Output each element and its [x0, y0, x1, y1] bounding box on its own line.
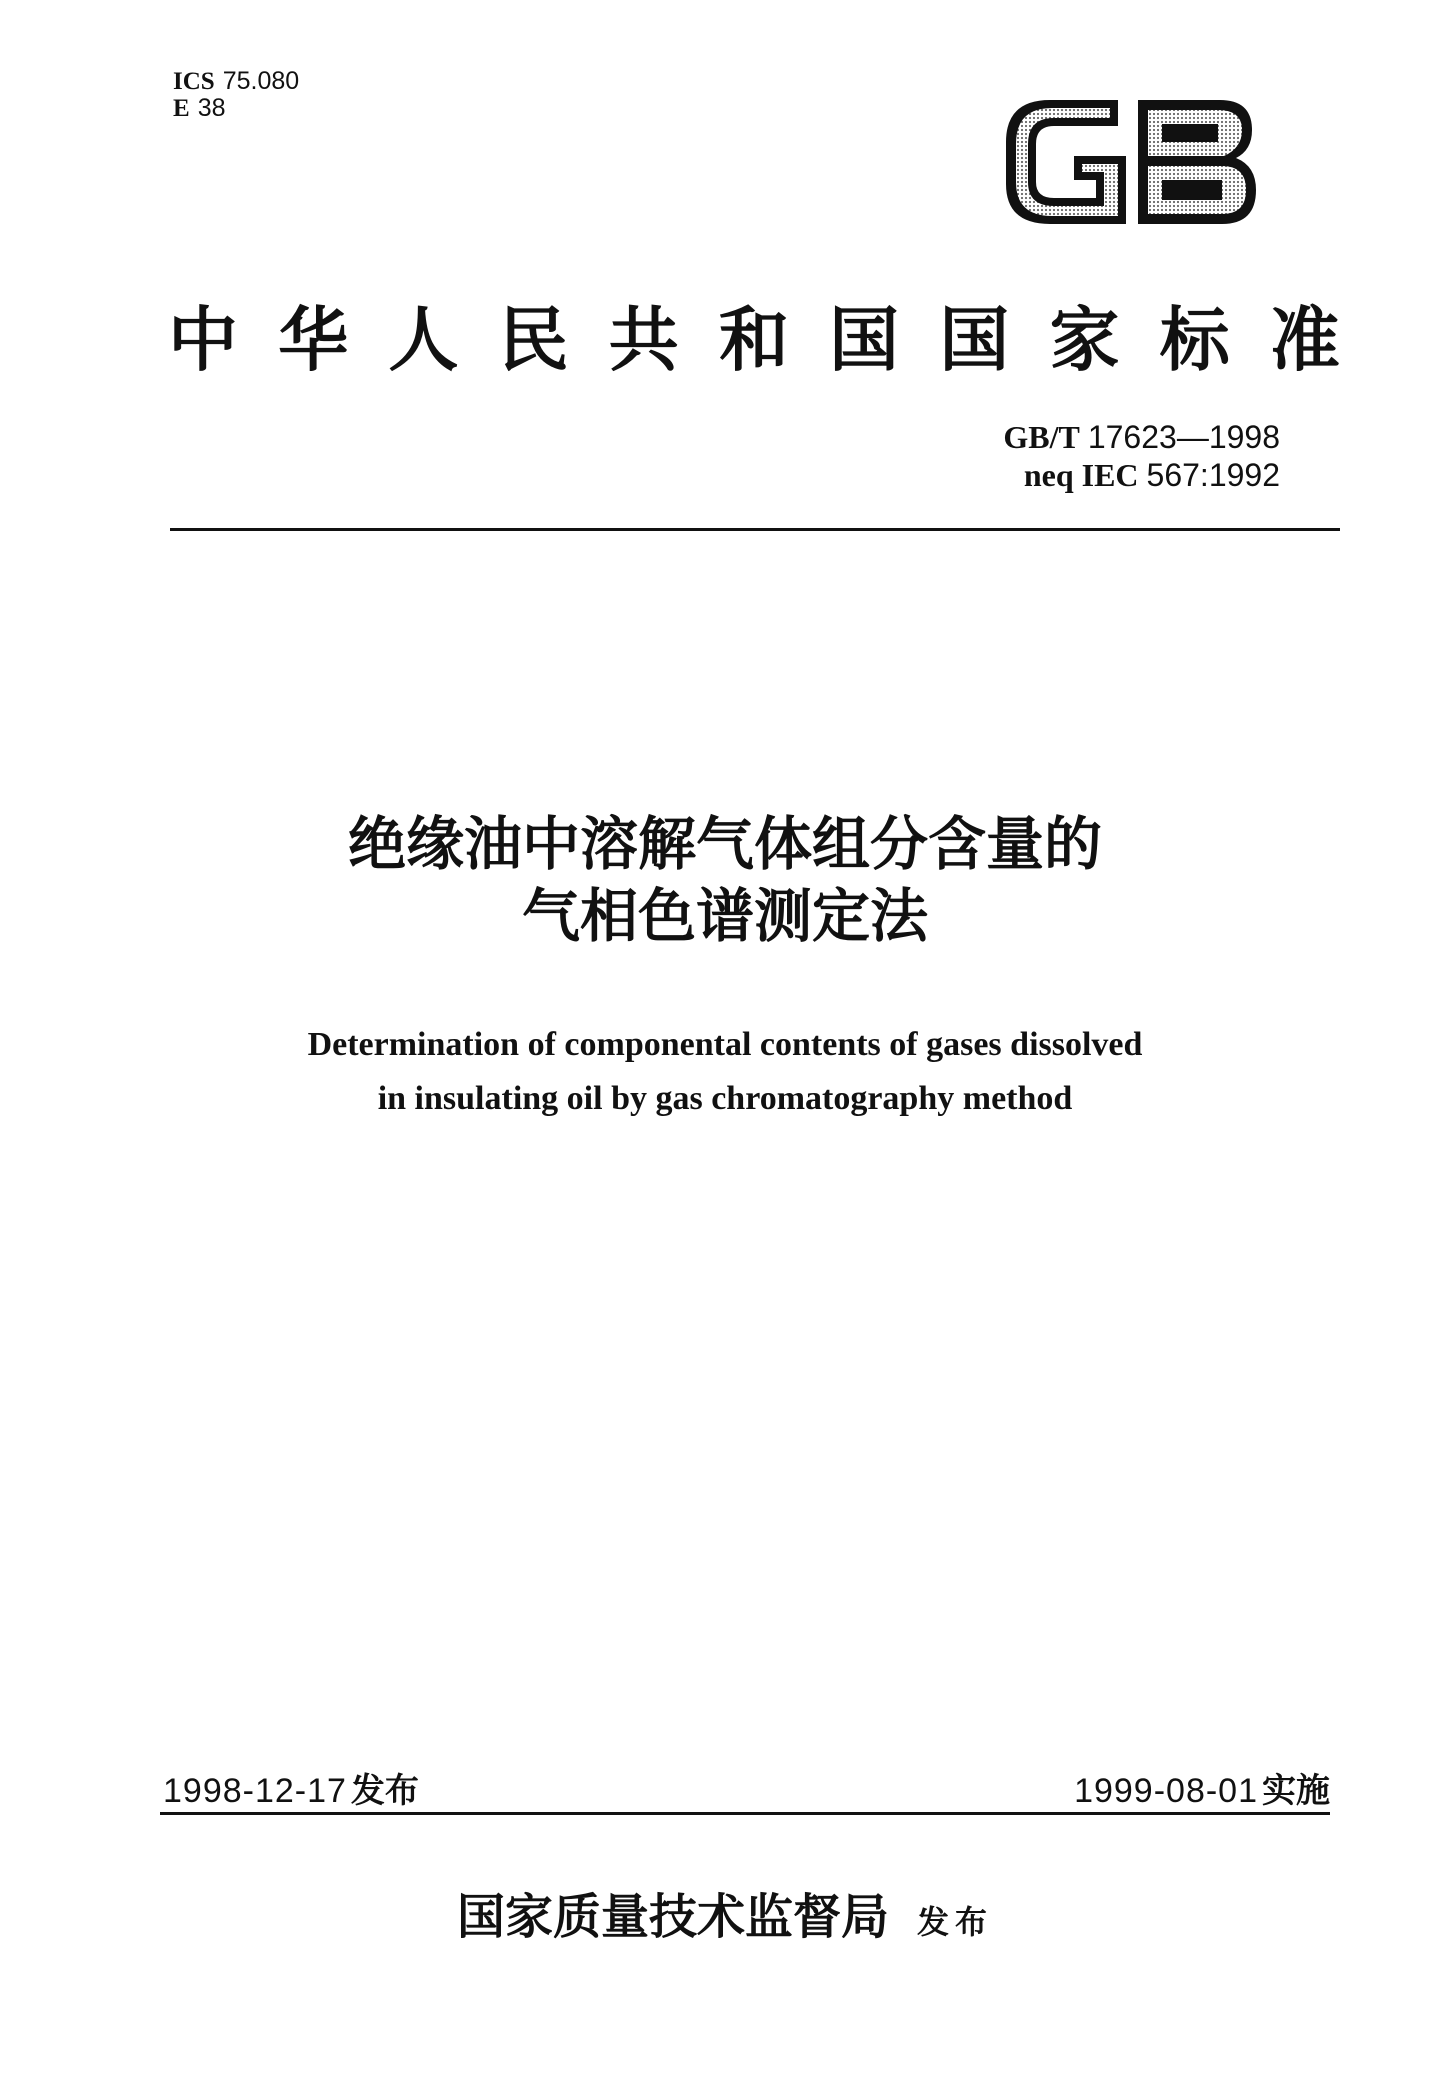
- publisher: [0, 1878, 1450, 1947]
- banner-char: 和: [718, 297, 789, 381]
- implementation-date-value: 1999-08-01: [1074, 1772, 1258, 1810]
- classification-codes: [173, 68, 299, 122]
- publisher-name: 国家质量技术监督局: [456, 1889, 889, 1945]
- banner-char: 准: [1269, 297, 1340, 381]
- banner-char: 中: [168, 297, 238, 381]
- issue-date-value: 1998-12-17: [163, 1772, 347, 1810]
- issue-date: [163, 1763, 419, 1812]
- banner-char: 标: [1159, 297, 1230, 381]
- banner-char: 人: [388, 297, 459, 381]
- standard-code: [1003, 418, 1280, 456]
- english-title-line-2: in insulating oil by gas chromatography method: [377, 1080, 1073, 1117]
- publisher-suffix: 发布: [917, 1903, 994, 1941]
- bottom-divider: [160, 1812, 1330, 1815]
- implementation-date-label: 实施: [1262, 1771, 1330, 1811]
- banner-char: 家: [1049, 297, 1120, 381]
- standard-number: [1003, 418, 1280, 494]
- english-title: [0, 1018, 1450, 1126]
- ccs-line: [173, 95, 299, 122]
- ics-label: ICS: [173, 68, 215, 95]
- ics-value: 75.080: [222, 67, 300, 95]
- banner-char: 国: [829, 297, 900, 381]
- implementation-date: [1074, 1763, 1330, 1812]
- banner-char: 华: [278, 297, 349, 381]
- banner-char: 民: [498, 297, 569, 381]
- ccs-label: E: [173, 95, 190, 122]
- standard-code-value: 17623—1998: [1087, 419, 1280, 455]
- english-title-line-1: Determination of componental contents of gases dissolved: [307, 1026, 1143, 1063]
- chinese-title-line-2: 气相色谱测定法: [521, 882, 928, 950]
- equivalence: [1003, 456, 1280, 494]
- chinese-title-line-1: 绝缘油中溶解气体组分含量的: [347, 810, 1102, 878]
- top-divider: [170, 528, 1340, 531]
- equivalence-value: 567:1992: [1146, 457, 1280, 493]
- banner-char: 国: [939, 297, 1010, 381]
- gb-logo-icon: [1000, 92, 1262, 232]
- issue-date-label: 发布: [350, 1771, 419, 1811]
- banner-char: 共: [608, 297, 679, 381]
- ics-line: [173, 68, 299, 95]
- standard-code-prefix: GB/T: [1003, 419, 1080, 455]
- ccs-value: 38: [197, 94, 226, 122]
- national-standard-banner: [168, 284, 1340, 384]
- chinese-title: [0, 808, 1450, 952]
- equivalence-prefix: neq IEC: [1023, 457, 1139, 493]
